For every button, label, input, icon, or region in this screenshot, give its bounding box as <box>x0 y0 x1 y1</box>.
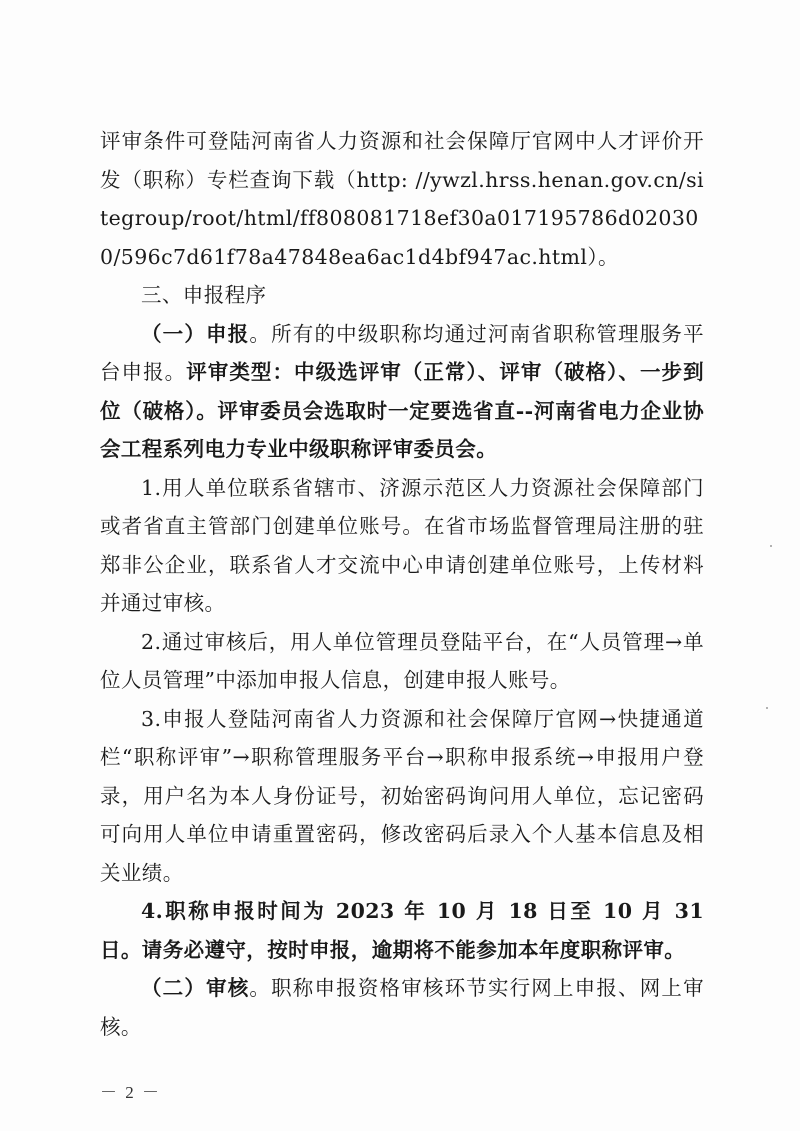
page-number: － 2 － <box>100 1083 161 1102</box>
paragraph-text: 。所有的中级职称均通过河南省职称管理服务平台申报。 <box>100 321 704 384</box>
paragraph-criteria-download <box>100 122 704 276</box>
list-item-4 <box>100 892 704 969</box>
section-heading <box>100 276 704 315</box>
list-item-3 <box>100 700 704 893</box>
list-item-text: 4.职称申报时间为 2023 年 10 月 18 日至 10 月 31 日。请务必遵守，按时申报，逾期将不能参加本年度职称评审。 <box>100 899 704 962</box>
scan-speck <box>770 545 772 547</box>
list-item-1 <box>100 469 704 623</box>
review-type-emphasis: 评审类型：中级选评审（正常）、评审（破格）、一步到位（破格）。评审委员会选取时一定要选省直--河南省电力企业协会工程系列电力专业中级职称评审委员会。 <box>100 360 704 461</box>
subsection-label-review: （二）审核 <box>141 976 250 1000</box>
subsection-label-application: （一）申报 <box>141 321 250 346</box>
document-body <box>100 122 704 1046</box>
paragraph-text: 。职称申报资格审核环节实行网上申报、网上审核。 <box>100 976 704 1039</box>
section-heading-text: 三、申报程序 <box>141 283 267 307</box>
list-item-text: 2.通过审核后，用人单位管理员登陆平台，在“人员管理→单位人员管理”中添加申报人信息，创建申报人账号。 <box>100 629 704 692</box>
list-item-2 <box>100 623 704 700</box>
list-item-text: 1.用人单位联系省辖市、济源示范区人力资源社会保障部门或者省直主管部门创建单位账号。在省市场监督管理局注册的驻郑非公企业，联系省人才交流中心申请创建单位账号，上传材料并通过审核。 <box>100 475 704 615</box>
paragraph-review <box>100 969 704 1046</box>
list-item-text: 3.申报人登陆河南省人力资源和社会保障厅官网→快捷通道栏“职称评审”→职称管理服务平台→职称申报系统→申报用户登录，用户名为本人身份证号，初始密码询问用人单位，忘记密码可向用人单位申请重置密码，修改密码后录入个人基本信息及相关业绩。 <box>100 706 704 885</box>
paragraph-application <box>100 315 704 469</box>
scan-speck <box>766 707 768 709</box>
paragraph-text: 评审条件可登陆河南省人力资源和社会保障厅官网中人才评价开发（职称）专栏查询下载（http: //ywzl.hrss.henan.gov.cn/sitegroup/root/html/ff808081718ef30a017195786d020300/596c7d61f78a47848ea6ac1d4bf947ac.html）。 <box>100 129 704 269</box>
